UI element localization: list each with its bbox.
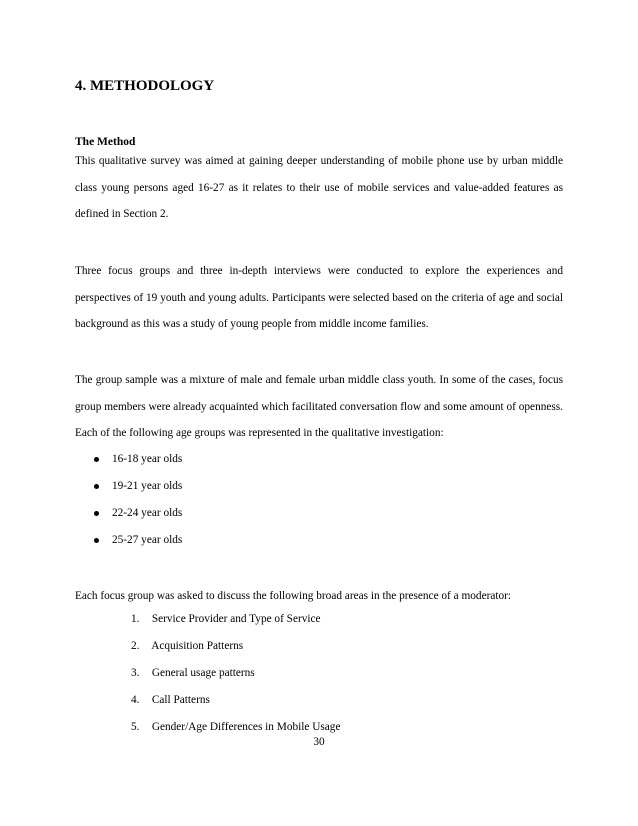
list-item xyxy=(75,527,182,554)
list-number: 1. xyxy=(131,613,140,625)
list-item xyxy=(75,473,182,500)
age-group-label: 19-21 year olds xyxy=(112,480,183,492)
list-number: 4. xyxy=(131,694,140,706)
bullet-icon xyxy=(94,457,99,462)
list-item xyxy=(75,500,182,527)
paragraph-sample: The group sample was a mixture of male and female urban middle class youth. In some of the cases, focus group members were already acquainted which facilitated conversation flow and some amount of openness. Each of the following age groups was represented in the qualitative investigation: xyxy=(75,374,563,439)
age-group-label: 16-18 year olds xyxy=(112,453,183,465)
paragraph-purpose: This qualitative survey was aimed at gaining deeper understanding of mobile phone use by urban middle class young persons aged 16-27 as it relates to their use of mobile services and value-added features as defined in Section 2. xyxy=(75,155,563,220)
age-group-label: 25-27 year olds xyxy=(112,534,183,546)
document-page xyxy=(75,0,563,826)
discussion-area-label: Call Patterns xyxy=(151,694,210,706)
section-heading: 4. METHODOLOGY xyxy=(75,78,215,94)
list-item xyxy=(131,606,340,633)
age-group-list xyxy=(75,446,182,554)
bullet-icon xyxy=(94,484,99,489)
bullet-icon xyxy=(94,538,99,543)
paragraph-discussion-intro: Each focus group was asked to discuss the following broad areas in the presence of a moderator: xyxy=(75,590,512,602)
list-number: 5. xyxy=(131,721,140,733)
list-item xyxy=(131,660,340,687)
list-item xyxy=(131,687,340,714)
bullet-icon xyxy=(94,511,99,516)
age-group-label: 22-24 year olds xyxy=(112,507,183,519)
list-item xyxy=(131,633,340,660)
page-number: 30 xyxy=(313,736,325,748)
discussion-area-label: Service Provider and Type of Service xyxy=(151,613,321,625)
discussion-area-label: Gender/Age Differences in Mobile Usage xyxy=(151,721,341,733)
discussion-area-label: Acquisition Patterns xyxy=(151,640,244,652)
paragraph-participants: Three focus groups and three in-depth interviews were conducted to explore the experiences and perspectives of 19 youth and young adults. Participants were selected based on the criteria of age and social background as this was a study of young people from middle income families. xyxy=(75,265,563,330)
list-number: 3. xyxy=(131,667,140,679)
list-item xyxy=(75,446,182,473)
subsection-heading: The Method xyxy=(75,136,136,148)
list-number: 2. xyxy=(131,640,140,652)
discussion-area-list xyxy=(131,606,340,741)
discussion-area-label: General usage patterns xyxy=(151,667,255,679)
